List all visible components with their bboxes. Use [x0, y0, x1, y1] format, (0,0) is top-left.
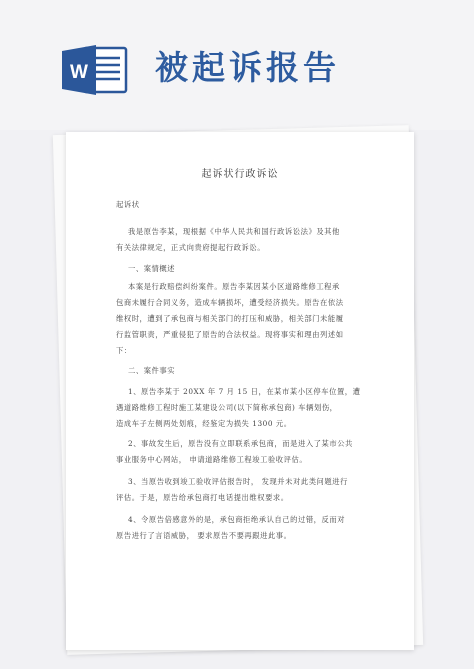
- document-page: [66, 132, 414, 650]
- doc-line: 4、令原告倍感意外的是，承包商拒绝承认自己的过错，反而对: [128, 515, 346, 524]
- word-document-icon: [62, 44, 130, 96]
- logo-letter: W: [70, 62, 88, 83]
- doc-line: 二、案件事实: [128, 366, 176, 375]
- doc-line: 评估。于是，原告给承包商打电话提出维权要求。: [116, 493, 289, 502]
- doc-line: 我是原告李某，现根据《中华人民共和国行政诉讼法》及其他: [128, 227, 340, 236]
- doc-line: 本案是行政赔偿纠纷案件。原告李某因某小区道路维修工程承: [128, 282, 340, 291]
- doc-line: 造成车子左侧两处划痕，经鉴定为损失 1300 元。: [116, 419, 292, 428]
- doc-line: 3、当原告收到竣工验收评估报告时， 发现并未对此类问题进行: [128, 477, 348, 486]
- doc-line: 下：: [116, 346, 132, 355]
- header-banner: [0, 0, 474, 130]
- doc-line: 事业服务中心网站， 申请道路维修工程竣工验收评估。: [116, 455, 308, 464]
- doc-line: 遇道路维修工程时施工某建设公司(以下简称承包商) 车辆划伤，: [116, 403, 338, 412]
- doc-line: 维权时，遭到了承包商与相关部门的打压和威胁，相关部门未能履: [116, 314, 344, 323]
- document-title: 起诉状行政诉讼: [201, 169, 279, 180]
- doc-line: 一、案情概述: [128, 264, 176, 273]
- page-title: 被起诉报告: [155, 48, 340, 87]
- doc-line: 起诉状: [116, 200, 140, 209]
- doc-line: 1、原告李某于 20XX 年 7 月 15 日，在某市某小区停车位置，遭: [128, 387, 361, 396]
- doc-line: 原告进行了言语威胁， 要求原告不要再跟进此事。: [116, 531, 292, 540]
- doc-line: 2、事故发生后，原告没有立即联系承包商，而是进入了某市公共: [128, 439, 353, 448]
- doc-line: 行监管职责，严重侵犯了原告的合法权益。现将事实和理由列述如: [116, 330, 344, 339]
- doc-line: 包商未履行合同义务，造成车辆损坏，遭受经济损失。原告在依法: [116, 298, 344, 307]
- doc-line: 有关法律规定，正式向贵府提起行政诉讼。: [116, 243, 266, 252]
